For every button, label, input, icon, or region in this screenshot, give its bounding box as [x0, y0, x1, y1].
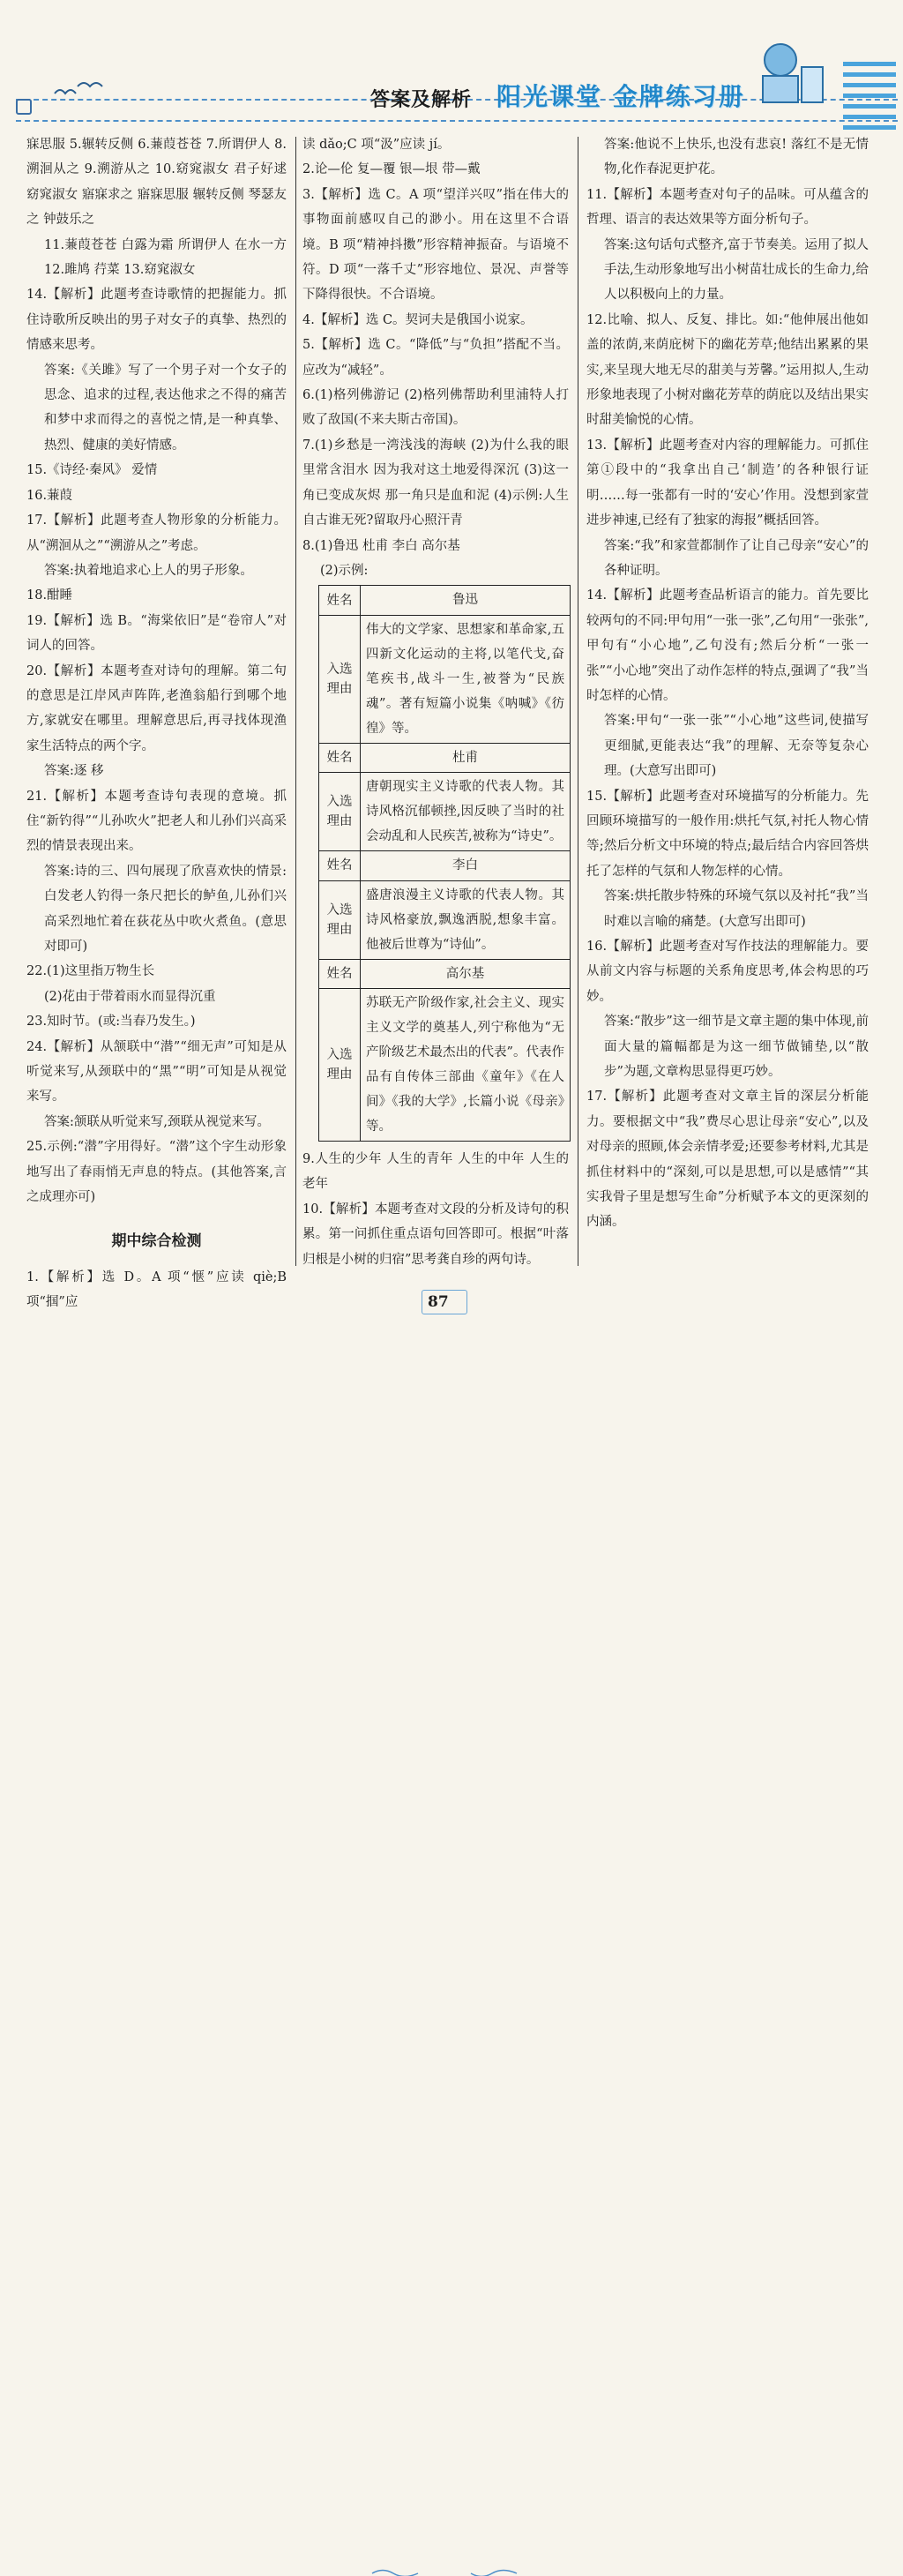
answer-paragraph: (2)花由于带着雨水而显得沉重: [44, 989, 216, 1004]
table-cell-reason: 唐朝现实主义诗歌的代表人物。其诗风格沉郁顿挫,因反映了当时的社会动乱和人民疾苦,被称为“诗史”。: [361, 773, 571, 851]
answer-paragraph: 16.【解析】此题考查对写作技法的理解能力。要从前文内容与标题的关系角度思考,体会构思的巧妙。: [586, 940, 869, 1004]
table-cell-reason: 盛唐浪漫主义诗歌的代表人物。其诗风格豪放,飘逸洒脱,想象丰富。他被后世尊为“诗仙”。: [361, 880, 571, 959]
table-row: [319, 743, 571, 772]
answer-paragraph: 15.【解析】此题考查对环境描写的分析能力。先回顾环境描写的一般作用:烘托气氛,衬托人物心情等;然后分析文中环境的特点;最后结合内容回答烘托了怎样的气氛和人物怎样的心情。: [586, 789, 869, 879]
answer-paragraph: 4.【解析】选 C。契诃夫是俄国小说家。: [302, 312, 534, 327]
answer-paragraph: 答案:烘托散步特殊的环境气氛以及衬托“我”当时难以言喻的痛楚。(大意写出即可): [604, 889, 869, 929]
answer-paragraph: 答案:《关雎》写了一个男子对一个女子的思念、追求的过程,表达他求之不得的痛苦和梦中求而得之的喜悦之情,是一种真挚、热烈、健康的美好情感。: [44, 363, 287, 453]
answer-paragraph: 2.论—伦 复—覆 银—垠 带—戴: [302, 162, 481, 177]
table-row: [319, 851, 571, 880]
answer-paragraph: 10.【解析】本题考查对文段的分析及诗句的积累。第一问抓住重点语句回答即可。根据“叶落归根是小树的归宿”思考龚自珍的两句诗。: [302, 1202, 569, 1267]
answer-paragraph: 读 dǎo;C 项“汲”应读 jí。: [302, 138, 451, 152]
table-cell-label: 入选理由: [319, 773, 361, 851]
answer-paragraph: 3.【解析】选 C。A 项“望洋兴叹”指在伟大的事物面前感叹自己的渺小。用在这里不合语境。B 项“精神抖擞”形容精神振奋。与语境不符。D 项“一落千丈”形容地位、景况、声誉等下降得很快。不合语境。: [302, 187, 569, 303]
table-row: [319, 586, 571, 615]
answer-paragraph: 答案:执着地追求心上人的男子形象。: [44, 563, 253, 578]
answer-paragraph: 寐思服 5.辗转反侧 6.蒹葭苍苍 7.所谓伊人 8.溯洄从之 9.溯游从之 10.窈窕淑女 君子好逑 窈窕淑女 寤寐求之 寤寐思服 辗转反侧 琴瑟友之 钟鼓乐之: [26, 138, 287, 228]
answer-paragraph: 1.【解析】选 D。A 项“惬”应读 qiè;B 项“掴”应: [26, 1269, 287, 1310]
table-row: [319, 988, 571, 1141]
answer-paragraph: 6.(1)格列佛游记 (2)格列佛帮助利里浦特人打败了敌国(不来夫斯古帝国)。: [302, 388, 569, 428]
answer-paragraph: (2)示例:: [320, 563, 369, 578]
answer-paragraph: 9.人生的少年 人生的青年 人生的中年 人生的老年: [302, 1151, 569, 1192]
answer-column-1: [26, 132, 287, 1315]
answer-paragraph: 25.示例:“潜”字用得好。“潜”这个字生动形象地写出了春雨悄无声息的特点。(其他答案,言之成理亦可): [26, 1140, 287, 1205]
birds-icon: [53, 78, 106, 104]
answer-paragraph: 7.(1)乡愁是一湾浅浅的海峡 (2)为什么我的眼里常含泪水 因为我对这土地爱得深沉 (3)这一角已变成灰烬 那一角只是血和泥 (4)示例:人生自古谁无死?留取丹心照汗青: [302, 438, 569, 528]
table-cell-label: 姓名: [319, 586, 361, 615]
answer-paragraph: 答案:“散步”这一细节是文章主题的集中体现,前面大量的篇幅都是为这一细节做铺垫,以“散步”为题,文章构思显得更巧妙。: [604, 1015, 869, 1080]
answer-paragraph: 13.【解析】此题考查对内容的理解能力。可抓住第①段中的“我拿出自己‘制造’的各种银行证明……每一张都有一时的‘安心’作用。没想到家萱进步神速,已经有了独家的海报”概括回答。: [586, 438, 869, 528]
answer-paragraph: 14.【解析】此题考查品析语言的能力。首先要比较两句的不同:甲句用“一张一张”,乙句用“一张张”,甲句有“小心地”,乙句没有;然后分析“一张一张”“小心地”突出了动作怎样的特点,强调了“我”当时怎样的心情。: [586, 588, 869, 703]
answer-paragraph: 答案:他说不上快乐,也没有悲哀! 落红不是无情物,化作春泥更护花。: [604, 138, 869, 177]
header-stripes: [843, 62, 896, 134]
table-row: [319, 773, 571, 851]
answer-paragraph: 19.【解析】选 B。“海棠依旧”是“卷帘人”对词人的回答。: [26, 613, 287, 654]
table-cell-label: 入选理由: [319, 615, 361, 743]
answer-paragraph: 21.【解析】本题考查诗句表现的意境。抓住“新钓得”“儿孙吹火”把老人和儿孙们兴高采烈的情景表现出来。: [26, 789, 287, 854]
answer-paragraph: 16.蒹葭: [26, 488, 73, 503]
answer-paragraph: 17.【解析】此题考查对文章主旨的深层分析能力。要根据文中“我”费尽心思让母亲“安心”,以及对母亲的照顾,体会亲情孝爱;还要参考材料,尤其是抓住材料中的“深刻,可以是思想,可以是感情”“其实我骨子里是想写生命”分析赋予本文的更深刻的内涵。: [586, 1090, 869, 1230]
answer-paragraph: 20.【解析】本题考查对诗句的理解。第二句的意思是江岸风声阵阵,老渔翁船行到哪个地方,家就安在哪里。理解意思后,再寻找体现渔家生活特点的两个字。: [26, 663, 287, 753]
table-cell-label: 姓名: [319, 743, 361, 772]
answer-paragraph: 12.比喻、拟人、反复、排比。如:“他伸展出他如盖的浓荫,来荫庇树下的幽花芳草;他结出累累的果实,来呈现大地无尽的甜美与芳馨。”运用拟人,生动形象地表现了小树对幽花芳草的荫庇以及结出果实时甜美愉悦的心情。: [586, 312, 869, 428]
right-swirl-icon: [469, 2567, 519, 2576]
table-cell-name: 李白: [361, 851, 571, 880]
answer-paragraph: 答案:颔联从听觉来写,颈联从视觉来写。: [44, 1114, 270, 1129]
column-divider: [295, 137, 296, 1266]
section-title: 期中综合检测: [111, 1232, 202, 1251]
answer-paragraph: 11.蒹葭苍苍 白露为霜 所谓伊人 在水一方 12.雎鸠 荇菜 13.窈窕淑女: [44, 237, 287, 278]
answer-paragraph: 22.(1)这里指万物生长: [26, 964, 155, 979]
answer-paragraph: 11.【解析】本题考查对句子的品味。可从蕴含的哲理、语言的表达效果等方面分析句子。: [586, 187, 869, 228]
table-cell-name: 杜甫: [361, 743, 571, 772]
table-cell-label: 姓名: [319, 959, 361, 988]
answer-paragraph: 15.《诗经·秦风》 爱情: [26, 463, 158, 478]
answer-paragraph: 答案:甲句“一张一张”“小心地”这些词,使描写更细腻,更能表达“我”的理解、无奈等复杂心理。(大意写出即可): [604, 714, 869, 779]
answer-paragraph: 答案:诗的三、四句展现了欣喜欢快的情景:白发老人钓得一条尺把长的鲈鱼,儿孙们兴高采烈地忙着在荻花丛中吹火煮鱼。(意思对即可): [44, 864, 287, 954]
table-row: [319, 959, 571, 988]
table-cell-label: 入选理由: [319, 988, 361, 1141]
page-number: 87: [428, 1293, 449, 1311]
table-cell-name: 鲁迅: [361, 586, 571, 615]
answer-paragraph: 答案:这句话句式整齐,富于节奏美。运用了拟人手法,生动形象地写出小树苗壮成长的生命力,给人以积极向上的力量。: [604, 237, 869, 303]
answer-paragraph: 24.【解析】从颔联中“潜”“细无声”可知是从听觉来写,从颈联中的“黑”“明”可知是从视觉来写。: [26, 1039, 287, 1105]
answer-paragraph: 14.【解析】此题考查诗歌情的把握能力。抓住诗歌所反映出的男子对女子的真挚、热烈的情感来思考。: [26, 288, 287, 353]
answer-column-2: [302, 132, 569, 1272]
table-cell-reason: 伟大的文学家、思想家和革命家,五四新文化运动的主将,以笔代戈,奋笔疾书,战斗一生,被誉为“民族魂”。著有短篇小说集《呐喊》《彷徨》等。: [361, 615, 571, 743]
table-cell-reason: 苏联无产阶级作家,社会主义、现实主义文学的奠基人,列宁称他为“无产阶级艺术最杰出的代表”。代表作品有自传体三部曲《童年》《在人间》《我的大学》,长篇小说《母亲》等。: [361, 988, 571, 1141]
answer-paragraph: 17.【解析】此题考查人物形象的分析能力。从“溯洄从之”“溯游从之”考虑。: [26, 513, 287, 553]
table-cell-label: 姓名: [319, 851, 361, 880]
header-title: 答案及解析: [370, 89, 473, 111]
answer-column-3: [586, 132, 869, 1235]
answer-paragraph: 8.(1)鲁迅 杜甫 李白 高尔基: [302, 538, 460, 553]
header-corner-ornament: [16, 99, 32, 115]
table-row: [319, 880, 571, 959]
table-cell-name: 高尔基: [361, 959, 571, 988]
table-cell-label: 入选理由: [319, 880, 361, 959]
answer-paragraph: 答案:逐 移: [44, 764, 104, 779]
answer-paragraph: 23.知时节。(或:当春乃发生。): [26, 1015, 196, 1030]
left-swirl-icon: [370, 2567, 420, 2576]
answer-paragraph: 18.酣睡: [26, 588, 73, 603]
author-table: [318, 585, 571, 1142]
answer-paragraph: 5.【解析】选 C。“降低”与“负担”搭配不当。应改为“减轻”。: [302, 338, 569, 378]
book-brand-title: 阳光课堂 金牌练习册: [496, 82, 745, 111]
answer-paragraph: 答案:“我”和家萱都制作了让自己母亲“安心”的各种证明。: [604, 538, 869, 578]
table-row: [319, 615, 571, 743]
page-header: [0, 0, 903, 141]
